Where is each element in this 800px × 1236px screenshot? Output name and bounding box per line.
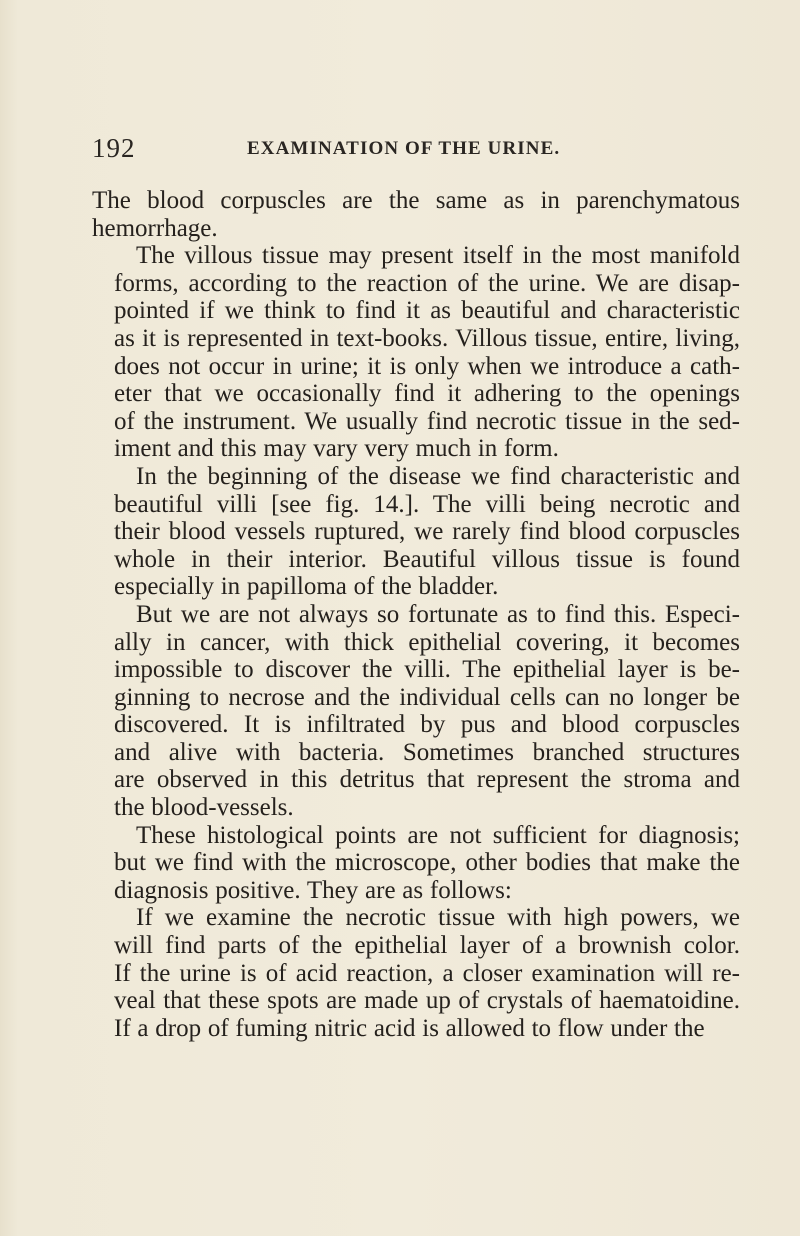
paragraph bbox=[92, 904, 740, 1042]
text-line: forms, according to the reaction of the urine. We are disap- bbox=[114, 269, 740, 297]
text-line: does not occur in urine; it is only when we introduce a cath- bbox=[114, 352, 740, 380]
text-line: diagnosis positive. They are as follows: bbox=[114, 876, 512, 904]
paragraph bbox=[92, 463, 740, 601]
text-line: as it is represented in text-books. Villous tissue, entire, living, bbox=[114, 324, 740, 352]
text-line: especially in papilloma of the bladder. bbox=[114, 573, 499, 601]
text-line: but we find with the microscope, other bodies that make the bbox=[114, 849, 740, 877]
text-line: of the instrument. We usually find necrotic tissue in the sed- bbox=[114, 407, 740, 435]
paragraph bbox=[92, 242, 740, 463]
text-line: discovered. It is infiltrated by pus and blood corpuscles bbox=[114, 711, 740, 739]
page-header bbox=[92, 133, 742, 163]
paragraph bbox=[92, 822, 740, 905]
text-line: The blood corpuscles are the same as in parenchymatous bbox=[92, 187, 740, 214]
text-line: If the urine is of acid reaction, a closer examination will re- bbox=[114, 959, 740, 987]
text-line: eter that we occasionally find it adhering to the openings bbox=[114, 380, 740, 408]
paragraph bbox=[92, 601, 740, 822]
running-head: EXAMINATION OF THE URINE. bbox=[247, 138, 561, 159]
text-line: If we examine the necrotic tissue with high powers, we bbox=[136, 904, 740, 932]
text-line: But we are not always so fortunate as to find this. Especi- bbox=[136, 600, 740, 628]
text-line: ally in cancer, with thick epithelial covering, it becomes bbox=[114, 628, 740, 656]
text-line: whole in their interior. Beautiful villous tissue is found bbox=[114, 545, 740, 573]
text-line: If a drop of fuming nitric acid is allowed to flow under the bbox=[114, 1014, 705, 1042]
text-line: the blood-vessels. bbox=[114, 794, 294, 822]
text-line: beautiful villi [see fig. 14.]. The villi being necrotic and bbox=[114, 490, 740, 518]
text-line: These histological points are not sufficient for diagnosis; bbox=[136, 821, 740, 849]
text-line: hemorrhage. bbox=[92, 214, 218, 242]
page-number: 192 bbox=[92, 133, 136, 163]
text-line: their blood vessels ruptured, we rarely find blood corpuscles bbox=[114, 518, 740, 546]
text-line: are observed in this detritus that represent the stroma and bbox=[114, 766, 740, 794]
text-line: will find parts of the epithelial layer of a brownish color. bbox=[114, 932, 740, 960]
text-line: The villous tissue may present itself in the most manifold bbox=[136, 242, 740, 270]
text-line: ginning to necrose and the individual cells can no longer be bbox=[114, 683, 740, 711]
text-line: and alive with bacteria. Sometimes branched structures bbox=[114, 738, 740, 766]
text-line: iment and this may vary very much in form. bbox=[114, 435, 559, 463]
text-line: pointed if we think to find it as beautiful and characteristic bbox=[114, 297, 740, 325]
text-line: In the beginning of the disease we find characteristic and bbox=[136, 462, 740, 490]
paragraph bbox=[92, 187, 740, 242]
text-line: veal that these spots are made up of crystals of haematoidine. bbox=[114, 987, 740, 1015]
body-text bbox=[92, 187, 740, 1042]
text-line: impossible to discover the villi. The epithelial layer is be- bbox=[114, 656, 740, 684]
